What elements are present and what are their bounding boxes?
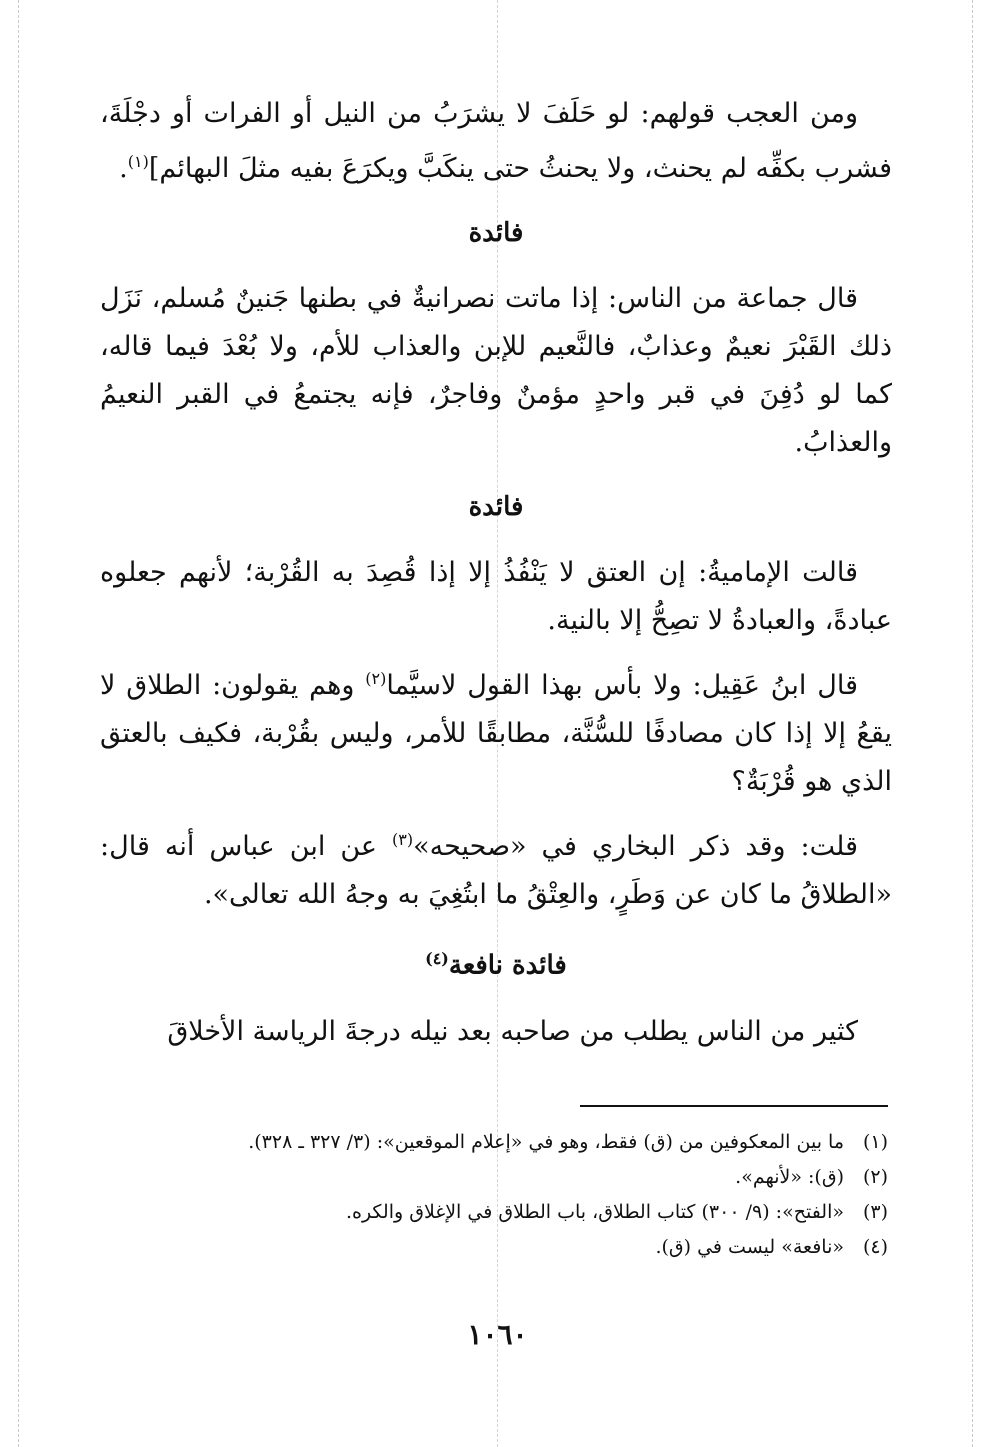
footnote-2-number: (٢) [862, 1166, 888, 1188]
scan-guide-right [972, 0, 973, 1447]
footnote-1-text: ما بين المعكوفين من (ق) فقط، وهو في «إعلام الموقعين»: (٣/ ٣٢٧ ـ ٣٢٨). [248, 1131, 844, 1153]
footnote-ref-3: (٣) [392, 830, 414, 849]
footnote-2 [100, 1160, 892, 1195]
paragraph-1 [100, 90, 892, 193]
scan-guide-left [18, 0, 19, 1447]
heading-faida-nafia-text: فائدة نافعة [448, 950, 567, 981]
footnote-3-text: «الفتح»: (٩/ ٣٠٠) كتاب الطلاق، باب الطلاق في الإغلاق والكره. [345, 1201, 844, 1223]
heading-faida-1: فائدة [468, 218, 524, 248]
footnote-2-text: (ق): «لأنهم». [735, 1166, 844, 1188]
paragraph-5 [100, 816, 892, 919]
footnotes [100, 1125, 892, 1265]
footnote-ref-2: (٢) [365, 669, 387, 688]
page-number: ١٠٦٠ [467, 1318, 528, 1351]
page-body [100, 90, 892, 1066]
footnote-4 [100, 1230, 892, 1265]
paragraph-4-text-a: قال ابنُ عَقِيل: ولا بأس بهذا القول لاسيَّما [386, 670, 858, 701]
footnote-ref-1: (١) [127, 152, 149, 171]
footnote-4-number: (٤) [862, 1236, 888, 1258]
heading-faida-2: فائدة [468, 492, 524, 522]
paragraph-4-text-b: وهم يقولون: الطلاق لا يقعُ إلا إذا كان مصادفًا للسُّنَّة، مطابقًا للأمر، وليس بقُرْبة، فكيف بالعتق الذي هو قُرْبَةٌ؟ [100, 670, 892, 797]
footnote-3 [100, 1195, 892, 1230]
footnote-ref-4: (٤) [425, 949, 449, 968]
heading-faida-nafia [100, 939, 892, 986]
paragraph-3: قالت الإماميةُ: إن العتق لا يَنْفُذُ إلا إذا قُصِدَ به القُرْبة؛ لأنهم جعلوه عبادةً، والعبادةُ لا تصِحُّ إلا بالنية. [100, 557, 892, 636]
footnote-1 [100, 1125, 892, 1160]
paragraph-2: قال جماعة من الناس: إذا ماتت نصرانيةٌ في بطنها جَنينٌ مُسلم، نَزَل ذلك القَبْرَ نعيمٌ وعذابٌ، فالنَّعيم للإبن والعذاب للأم، ولا بُعْدَ فيما قاله، كما لو دُفِنَ في قبر واحدٍ مؤمنٌ وفاجرٌ، فإنه يجتمعُ في القبر النعيمُ والعذابُ. [100, 283, 892, 458]
paragraph-5-text-a: قلت: وقد ذكر البخاري في «صحيحه» [413, 831, 858, 862]
paragraph-5-text-b: عن ابن عباس أنه قال: «الطلاقُ ما كان عن وَطَرٍ، والعِتْقُ ما ابتُغِيَ به وجهُ الله تعالى». [100, 831, 892, 910]
paragraph-1-text: ومن العجب قولهم: لو حَلَفَ لا يشرَبُ من النيل أو الفرات أو دجْلَةَ، فشرب بكفِّه لم يحنث، ولا يحنثُ حتى ينكَبَّ ويكرَعَ بفيه مثلَ البهائم] [100, 98, 892, 184]
footnote-3-number: (٣) [862, 1201, 888, 1223]
paragraph-1-end: . [119, 153, 128, 184]
footnote-1-number: (١) [862, 1131, 888, 1153]
paragraph-6: كثير من الناس يطلب من صاحبه بعد نيله درجةَ الرياسة الأخلاقَ [167, 1015, 858, 1047]
paragraph-4 [100, 655, 892, 806]
footnote-4-text: «نافعة» ليست في (ق). [655, 1236, 844, 1258]
footnote-separator [580, 1105, 888, 1107]
